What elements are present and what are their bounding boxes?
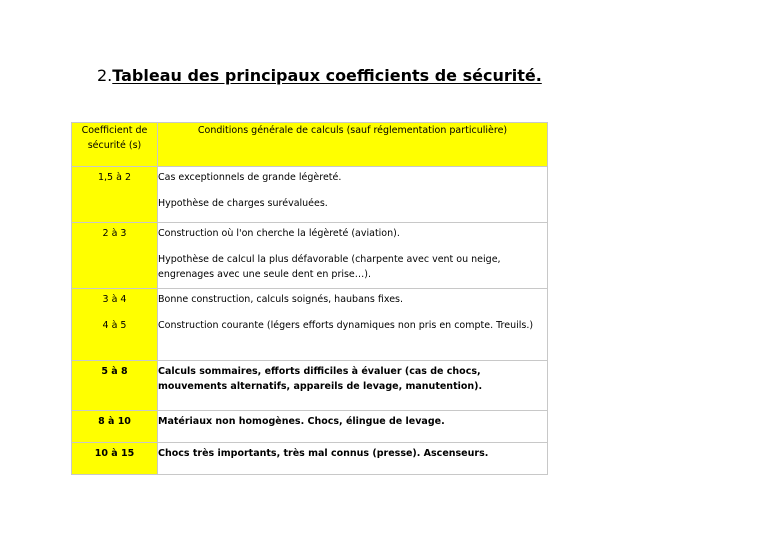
- condition-text: Hypothèse de charges surévaluées.: [158, 198, 328, 209]
- coefficient-value: 3 à 4: [102, 294, 127, 305]
- coefficient-cell: 5 à 8: [72, 361, 158, 411]
- conditions-cell: [158, 167, 548, 223]
- conditions-cell: Calculs sommaires, efforts difficiles à évaluer (cas de chocs, mouvements alternatifs, appareils de levage, manutention).: [158, 361, 548, 411]
- condition-text: Cas exceptionnels de grande légèreté.: [158, 172, 342, 183]
- section-title-text: Tableau des principaux coefficients de sécurité.: [112, 66, 542, 85]
- section-number: 2.: [97, 66, 113, 85]
- header-coefficient: Coefficient de sécurité (s): [72, 123, 158, 167]
- header-conditions: Conditions générale de calculs (sauf réglementation particulière): [158, 123, 548, 167]
- table-row: [72, 289, 548, 361]
- table-row: [72, 443, 548, 475]
- condition-text: Hypothèse de calcul la plus défavorable (charpente avec vent ou neige, engrenages avec une seule dent en prise…).: [158, 254, 501, 280]
- condition-text: Bonne construction, calculs soignés, haubans fixes.: [158, 294, 404, 305]
- table-row: [72, 223, 548, 289]
- coefficient-value: 4 à 5: [102, 320, 127, 331]
- coefficient-cell: [72, 289, 158, 361]
- table-row: [72, 361, 548, 411]
- table-row: [72, 411, 548, 443]
- coefficient-cell: 8 à 10: [72, 411, 158, 443]
- coefficient-cell: 2 à 3: [72, 223, 158, 289]
- coefficient-cell: 10 à 15: [72, 443, 158, 475]
- conditions-cell: [158, 289, 548, 361]
- table-row: [72, 167, 548, 223]
- safety-coefficients-table: [71, 122, 548, 475]
- condition-text: Construction où l'on cherche la légèreté (aviation).: [158, 228, 400, 239]
- condition-text: Construction courante (légers efforts dynamiques non pris en compte. Treuils.): [158, 320, 534, 331]
- coefficient-cell: 1,5 à 2: [72, 167, 158, 223]
- conditions-cell: [158, 223, 548, 289]
- conditions-cell: Matériaux non homogènes. Chocs, élingue de levage.: [158, 411, 548, 443]
- section-title: [97, 66, 542, 85]
- table-header-row: [72, 123, 548, 167]
- conditions-cell: Chocs très importants, très mal connus (presse). Ascenseurs.: [158, 443, 548, 475]
